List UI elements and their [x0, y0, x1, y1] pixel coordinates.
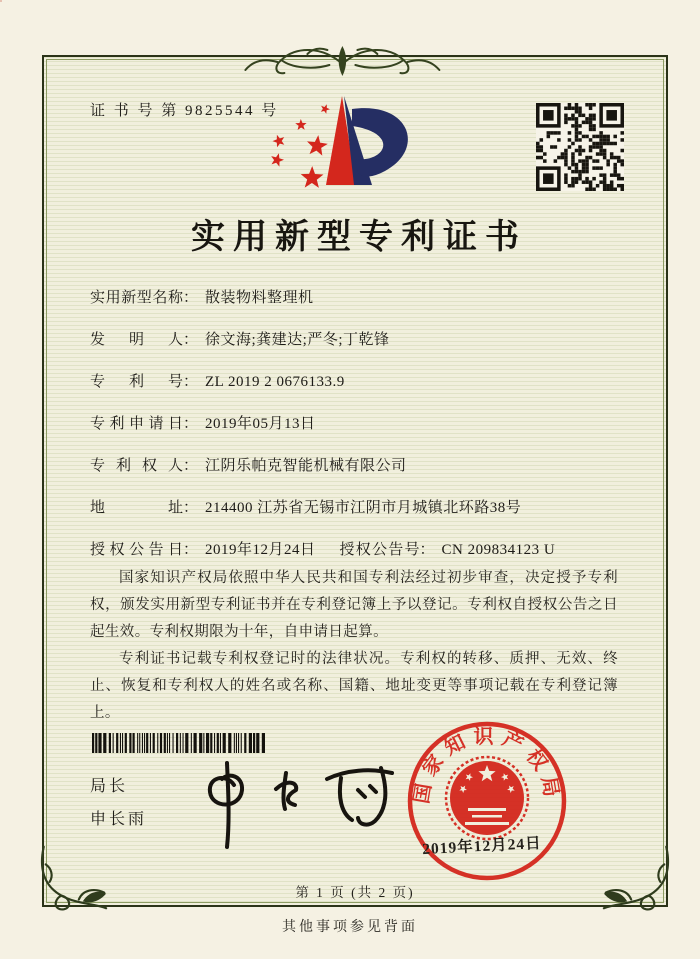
- field-label: 地址: [90, 500, 183, 516]
- grant-number-pair: 授权公告号： CN 209834123 U: [340, 542, 556, 558]
- field-row: 专利权人： 江阴乐帕克智能机械有限公司: [90, 455, 630, 477]
- field-value: 江阴乐帕克智能机械有限公司: [205, 458, 407, 474]
- field-value: 2019年12月24日: [205, 542, 316, 558]
- field-row: 发明人： 徐文海;龚建达;严冬;丁乾锋: [90, 329, 630, 351]
- field-label: 专利权人: [90, 458, 183, 474]
- field-value: ZL 2019 2 0676133.9: [205, 374, 345, 390]
- certificate-frame: [42, 55, 668, 907]
- field-row: 地址： 214400 江苏省无锡市江阴市月城镇北环路38号: [90, 497, 630, 519]
- field-row: 专利申请日： 2019年05月13日: [90, 413, 630, 435]
- field-value: 214400 江苏省无锡市江阴市月城镇北环路38号: [205, 500, 522, 516]
- field-value: CN 209834123 U: [441, 542, 556, 558]
- logo-stars-icon: [271, 104, 330, 188]
- barcode: [92, 733, 266, 753]
- cnipa-logo-icon: [268, 93, 428, 193]
- official-seal-icon: [402, 716, 572, 886]
- field-row-grant: 授权公告日： 2019年12月24日 授权公告号： CN 209834123 U: [90, 539, 630, 561]
- field-label: 授权公告日: [90, 542, 183, 558]
- document-title: 实用新型专利证书: [191, 219, 527, 256]
- field-value: 散装物料整理机: [205, 290, 314, 306]
- legal-text: [90, 565, 618, 727]
- back-side-note: 其他事项参见背面: [282, 920, 418, 935]
- signer-name: 申长雨: [90, 811, 148, 828]
- certificate-number: 证 书 号 第 9825544 号: [90, 103, 279, 119]
- national-emblem-icon: [446, 757, 528, 839]
- page-number: 第 1 页 (共 2 页): [295, 885, 415, 900]
- legal-paragraph: 专利证书记载专利权登记时的法律状况。专利权的转移、质押、无效、终止、恢复和专利权人的姓名或名称、国籍、地址变更等事项记载在专利登记簿上。: [90, 651, 618, 721]
- field-list: [90, 287, 630, 581]
- field-value: 2019年05月13日: [205, 416, 316, 432]
- field-label: 专利申请日: [90, 416, 183, 432]
- legal-paragraph: 国家知识产权局依照中华人民共和国专利法经过初步审查，决定授予专利权，颁发实用新型专利证书并在专利登记簿上予以登记。专利权自授权公告之日起生效。专利权期限为十年，自申请日起算。: [90, 570, 618, 640]
- field-row: 专利号： ZL 2019 2 0676133.9: [90, 371, 630, 393]
- corner-flourish-icon: [598, 839, 676, 917]
- qr-code: [536, 103, 624, 191]
- floral-ornament-icon: [237, 40, 447, 84]
- seal-agency-text: 国家知识产权局: [410, 725, 564, 806]
- corner-flourish-icon: [34, 839, 112, 917]
- field-label: 实用新型名称: [90, 290, 183, 306]
- field-label: 授权公告号: [339, 542, 420, 558]
- paper-speckles: [0, 0, 2, 2]
- seal-date: 2019年12月24日: [421, 834, 543, 859]
- field-label: 发明人: [90, 332, 183, 348]
- signer-title: 局长: [90, 778, 129, 795]
- field-value: 徐文海;龚建达;严冬;丁乾锋: [205, 332, 390, 348]
- field-row: 实用新型名称： 散装物料整理机: [90, 287, 630, 309]
- signature-handwriting-icon: [194, 757, 419, 852]
- field-label: 专利号: [90, 374, 183, 390]
